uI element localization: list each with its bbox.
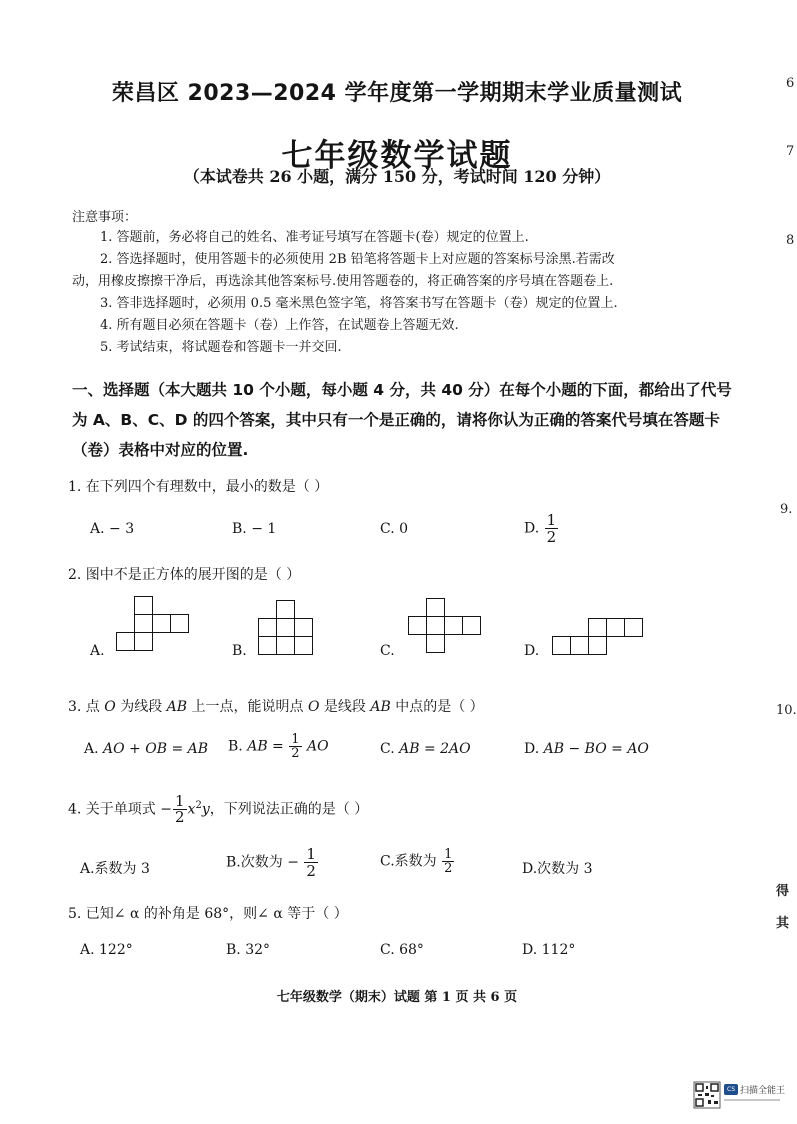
q2-option-b: B.: [232, 643, 247, 659]
q3-point-o: O: [307, 699, 320, 715]
net-d-square: [570, 636, 589, 655]
q4-stem-pre: 4. 关于单项式 −: [68, 801, 172, 818]
exam-subject-title: 七年级数学试题: [281, 138, 513, 174]
note-2: 2. 答选择题时，使用答题卡的必须使用 2B 铅笔将答题卡上对应题的答案标号涂黑.若需改: [100, 252, 615, 267]
net-d-square: [588, 618, 607, 637]
section-1-line-1: 一、选择题（本大题共 10 个小题，每小题 4 分，共 40 分）在每个小题的下面，都给出了代号: [72, 381, 732, 399]
q3-option-c: [380, 741, 471, 757]
q3-a-expr: AO + OB = AB: [103, 741, 209, 757]
net-c-square: [462, 616, 481, 635]
q3-segment-ab: AB: [166, 699, 188, 715]
q3-b-label: B.: [228, 738, 243, 755]
q3-c-label: C.: [380, 741, 395, 757]
q3-stem-part: 是线段: [319, 699, 371, 715]
net-a-square: [134, 596, 153, 615]
notes-title: 注意事项：: [72, 210, 138, 225]
net-a-square: [134, 614, 153, 633]
exam-title: 荣昌区 2023—2024 学年度第一学期期末学业质量测试: [111, 81, 683, 106]
note-3: 3. 答非选择题时，必须用 0.5 毫米黑色签字笔，将答案书写在答题卡（卷）规定的位置上.: [100, 296, 618, 311]
edge-number-10: 10.: [776, 703, 797, 718]
net-c-square: [426, 634, 445, 653]
q1-option-a: A. − 3: [90, 521, 135, 537]
edge-number-7: 7: [786, 144, 795, 159]
question-5-stem: 5. 已知∠ α 的补角是 68°，则∠ α 等于（ ）: [68, 906, 348, 922]
question-1-stem: 1. 在下列四个有理数中，最小的数是（ ）: [68, 479, 329, 495]
q2-option-c: C.: [380, 643, 395, 659]
net-a-square: [116, 632, 135, 651]
q3-segment-ab: AB: [370, 699, 391, 715]
qr-code-icon: [694, 1082, 720, 1108]
q4-option-b: [226, 846, 319, 879]
question-2-stem: 2. 图中不是正方体的展开图的是（ ）: [68, 567, 301, 583]
q5-option-c: C. 68°: [380, 942, 424, 958]
net-c-square: [426, 598, 445, 617]
scanner-watermark: [694, 1080, 786, 1110]
q3-c-expr: AB = 2AO: [399, 741, 471, 757]
q4-c-numerator: 1: [444, 847, 453, 862]
net-b-square: [258, 618, 277, 637]
note-2-cont: 动，用橡皮擦擦干净后，再选涂其他答案标号.使用答题卷的，将正确答案的序号填在答题卷上.: [72, 274, 614, 289]
net-b-square: [294, 636, 313, 655]
q4-c-fraction: [442, 848, 454, 875]
q3-b-denominator: 2: [291, 746, 300, 761]
q4-numerator: 1: [175, 792, 185, 810]
scanner-brand: 扫描全能王: [740, 1086, 786, 1096]
q4-option-d: D.次数为 3: [522, 861, 593, 877]
net-b-square: [258, 636, 277, 655]
q2-option-a: A.: [90, 643, 105, 659]
q4-var-x: x: [187, 801, 196, 818]
q3-stem-part: 中点的是（ ）: [390, 699, 484, 715]
edge-text-1: 得: [776, 884, 790, 899]
section-1-line-3: （卷）表格中对应的位置.: [72, 441, 249, 459]
edge-number-9: 9.: [780, 502, 793, 517]
net-d-square: [606, 618, 625, 637]
net-d-square: [624, 618, 643, 637]
net-a-square: [134, 632, 153, 651]
q4-b-text: B.次数为 −: [226, 854, 299, 871]
q3-stem-part: 上一点，能说明点: [187, 699, 308, 715]
net-b-square: [276, 618, 295, 637]
q4-coefficient-fraction: [173, 794, 187, 825]
net-a-square: [170, 614, 189, 633]
edge-number-6: 6: [786, 76, 795, 91]
q1-option-d-label: D.: [524, 520, 540, 537]
net-c-square: [408, 616, 427, 635]
q4-option-a: A.系数为 3: [80, 861, 150, 877]
page-footer: 七年级数学（期末）试题 第 1 页 共 6 页: [276, 990, 518, 1005]
net-d-square: [552, 636, 571, 655]
note-1: 1. 答题前，务必将自己的姓名、准考证号填写在答题卡(卷）规定的位置上.: [100, 230, 529, 245]
q3-b-fraction: [289, 733, 301, 760]
q3-b-numerator: 1: [291, 732, 300, 747]
q4-b-denominator: 2: [306, 862, 316, 880]
exam-info: （本试卷共 26 小题，满分 150 分，考试时间 120 分钟）: [183, 167, 611, 186]
q1-option-c: C. 0: [380, 521, 409, 537]
q4-option-c: [380, 848, 455, 875]
q1-option-d-fraction: [545, 512, 559, 545]
q3-d-expr: AB − BO = AO: [543, 741, 649, 757]
scanner-tagline-line: [724, 1099, 780, 1101]
q3-b-expr-post: AO: [306, 738, 329, 755]
q1-option-d: [524, 512, 559, 545]
edge-number-8: 8: [786, 233, 795, 248]
q3-option-b: [228, 733, 329, 760]
q3-point-o: O: [104, 699, 116, 715]
question-3-stem: [68, 696, 484, 716]
q1-d-numerator: 1: [546, 511, 557, 529]
q4-c-text: C.系数为: [380, 853, 437, 870]
net-c-square: [426, 616, 445, 635]
q3-d-label: D.: [524, 741, 540, 757]
q3-a-label: A.: [84, 741, 99, 757]
q4-b-numerator: 1: [306, 845, 316, 863]
net-b-square: [294, 618, 313, 637]
q3-b-expr-pre: AB =: [247, 738, 284, 755]
q2-option-d: D.: [524, 643, 540, 659]
q4-stem-post: ，下列说法正确的是（ ）: [209, 801, 369, 818]
net-b-square: [276, 600, 295, 619]
q1-d-denominator: 2: [546, 528, 557, 546]
net-d-square: [588, 636, 607, 655]
q5-option-d: D. 112°: [522, 942, 576, 958]
note-5: 5. 考试结束，将试题卷和答题卡一并交回.: [100, 340, 342, 355]
q5-option-a: A. 122°: [80, 942, 133, 958]
q1-option-b: B. − 1: [232, 521, 277, 537]
q4-var-y: y: [201, 801, 210, 818]
note-4: 4. 所有题目必须在答题卡（卷）上作答，在试题卷上答题无效.: [100, 318, 459, 333]
q4-denominator: 2: [175, 808, 185, 826]
question-4-stem: [68, 794, 368, 825]
q4-b-fraction: [304, 846, 318, 879]
q3-option-d: [524, 741, 649, 757]
net-a-square: [152, 614, 171, 633]
section-1-line-2: 为 A、B、C、D 的四个答案，其中只有一个是正确的，请将你认为正确的答案代号填在答题卡: [72, 411, 720, 429]
net-c-square: [444, 616, 463, 635]
net-b-square: [276, 636, 295, 655]
edge-text-2: 其: [776, 916, 790, 931]
q5-option-b: B. 32°: [226, 942, 271, 958]
q4-exponent: 2: [195, 799, 202, 811]
q3-stem-part: 3. 点: [68, 699, 105, 715]
cs-badge: CS: [724, 1084, 738, 1095]
q4-c-denominator: 2: [444, 861, 453, 876]
q3-option-a: [84, 741, 208, 757]
q3-stem-part: 为线段: [115, 699, 167, 715]
